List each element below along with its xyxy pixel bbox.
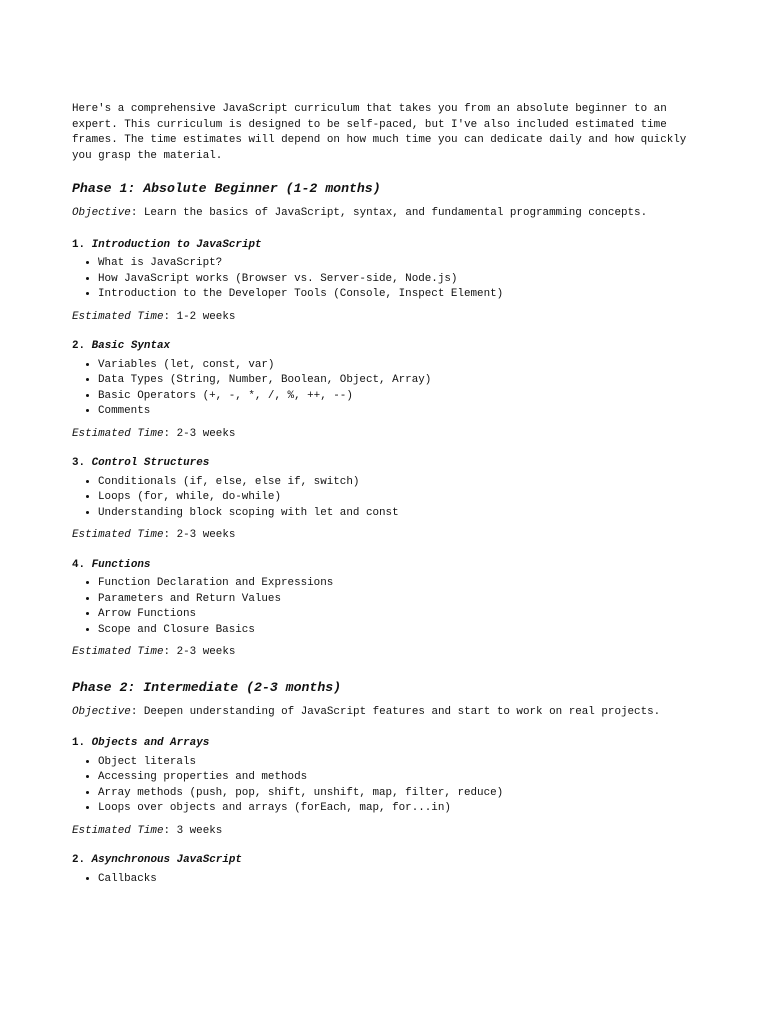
list-item: • Object literals	[98, 755, 708, 771]
list-item: • Loops over objects and arrays (forEach, map, for...in)	[98, 801, 708, 817]
list-item: • Introduction to the Developer Tools (Console, Inspect Element)	[98, 287, 708, 303]
topic-list	[72, 872, 708, 888]
estimated-time	[72, 310, 708, 326]
list-item: • Understanding block scoping with let and const	[98, 506, 708, 522]
list-item: • Comments	[98, 404, 708, 420]
topic-title	[72, 736, 708, 752]
intro-paragraph: Here's a comprehensive JavaScript curriculum that takes you from an absolute beginner to an expert. This curriculum is designed to be self-paced, but I've also included estimated time frames. The time estimates will depend on how much time you can dedicate daily and how quickly you grasp the material.	[72, 103, 687, 162]
topic-list	[72, 576, 708, 638]
topic-title	[72, 339, 708, 355]
list-item: • What is JavaScript?	[98, 256, 708, 272]
topic-number: 1.	[72, 737, 86, 749]
estimated-time	[72, 824, 708, 840]
estimated-time-value: : 3 weeks	[163, 824, 223, 837]
phase-heading: Phase 2: Intermediate (2-3 months)	[72, 679, 342, 695]
objective-text: : Deepen understanding of JavaScript features and start to work on real projects.	[130, 705, 661, 718]
topic-list	[72, 358, 708, 420]
topic-number: 2.	[72, 854, 86, 866]
list-item: • Variables (let, const, var)	[98, 358, 708, 374]
topic-number: 3.	[72, 457, 86, 469]
phase-section	[72, 679, 708, 888]
topic-block	[72, 558, 708, 661]
topic-name: Control Structures	[91, 457, 210, 469]
estimated-time	[72, 427, 708, 443]
estimated-time-value: : 2-3 weeks	[163, 646, 236, 658]
list-item: • Accessing properties and methods	[98, 770, 708, 786]
list-item: • Arrow Functions	[98, 607, 708, 623]
list-item: • Conditionals (if, else, else if, switch)	[98, 475, 708, 491]
list-item: • Scope and Closure Basics	[98, 623, 708, 639]
topic-block	[72, 736, 708, 839]
estimated-time-label: Estimated Time	[72, 427, 164, 440]
list-item: • Data Types (String, Number, Boolean, Object, Array)	[98, 373, 708, 389]
list-item: • Loops (for, while, do-while)	[98, 490, 708, 506]
topic-title	[72, 238, 708, 254]
topic-block	[72, 339, 708, 442]
topic-name: Basic Syntax	[91, 340, 171, 352]
topic-list	[72, 256, 708, 303]
objective-text: : Learn the basics of JavaScript, syntax, and fundamental programming concepts.	[130, 207, 648, 219]
estimated-time	[72, 645, 708, 661]
topic-block	[72, 238, 708, 326]
topic-list	[72, 755, 708, 817]
phase-heading: Phase 1: Absolute Beginner (1-2 months)	[72, 181, 381, 196]
topic-block	[72, 456, 708, 544]
topic-name: Introduction to JavaScript	[91, 238, 262, 251]
topic-number: 2.	[72, 340, 86, 352]
list-item: • Parameters and Return Values	[98, 592, 708, 608]
topic-number: 1.	[72, 238, 86, 251]
topic-name: Asynchronous JavaScript	[91, 854, 242, 866]
estimated-time-value: : 2-3 weeks	[163, 529, 236, 541]
estimated-time-label: Estimated Time	[72, 529, 164, 541]
estimated-time	[72, 528, 708, 544]
topic-name: Objects and Arrays	[91, 737, 210, 749]
phase-objective	[72, 206, 708, 222]
list-item: • Function Declaration and Expressions	[98, 576, 708, 592]
estimated-time-label: Estimated Time	[72, 310, 164, 323]
topic-title	[72, 853, 708, 869]
phases-container	[72, 180, 708, 887]
topic-block	[72, 853, 708, 887]
estimated-time-label: Estimated Time	[72, 824, 164, 837]
topic-title	[72, 558, 708, 574]
list-item: • Basic Operators (+, -, *, /, %, ++, --)	[98, 389, 708, 405]
estimated-time-value: : 1-2 weeks	[163, 310, 236, 323]
topic-number: 4.	[72, 558, 86, 571]
topic-title	[72, 456, 708, 472]
topic-list	[72, 475, 708, 522]
list-item: • Array methods (push, pop, shift, unshift, map, filter, reduce)	[98, 786, 708, 802]
list-item: • How JavaScript works (Browser vs. Server-side, Node.js)	[98, 272, 708, 288]
objective-label: Objective	[72, 705, 131, 718]
phase-objective	[72, 705, 708, 721]
estimated-time-value: : 2-3 weeks	[163, 427, 236, 440]
estimated-time-label: Estimated Time	[72, 646, 164, 658]
topic-name: Functions	[91, 558, 151, 571]
phase-section	[72, 180, 708, 679]
objective-label: Objective	[72, 207, 131, 219]
list-item: • Callbacks	[98, 872, 708, 888]
